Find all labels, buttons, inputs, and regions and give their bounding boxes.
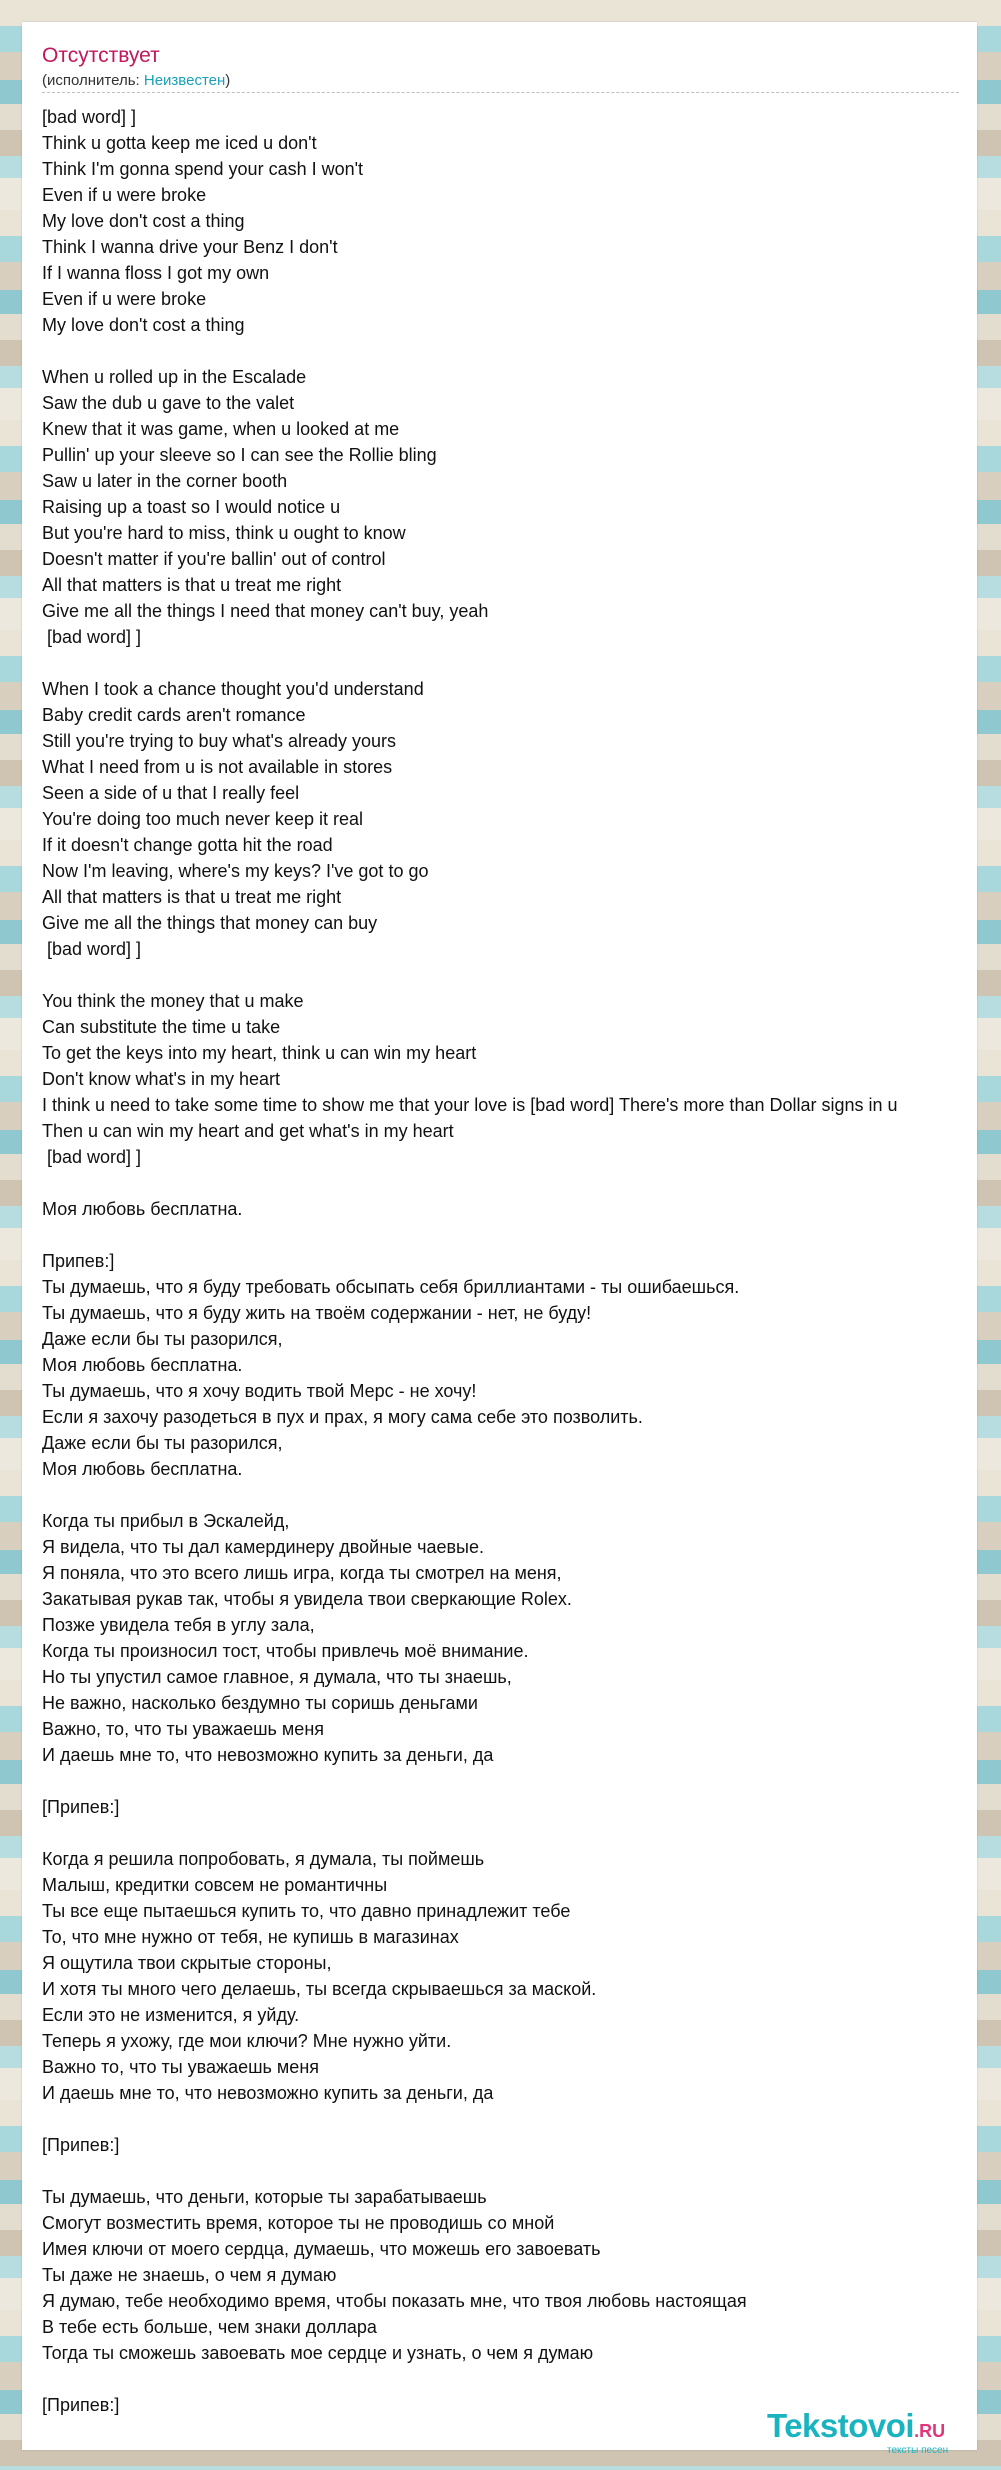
lyric-line: Can substitute the time u take xyxy=(42,1017,281,1037)
lyric-line: But you're hard to miss, think u ought to know xyxy=(42,523,406,543)
lyric-line: Смогут возместить время, которое ты не проводишь со мной xyxy=(42,2213,555,2233)
lyric-line: Моя любовь бесплатна. xyxy=(42,1355,243,1375)
lyric-line: [Припев:] xyxy=(42,2135,120,2155)
lyrics-text xyxy=(42,104,898,2418)
lyric-line xyxy=(42,1222,898,1248)
lyric-line: [bad word] ] xyxy=(42,627,142,647)
lyric-line: Doesn't matter if you're ballin' out of control xyxy=(42,549,386,569)
lyric-line xyxy=(42,962,898,988)
lyric-line: When u rolled up in the Escalade xyxy=(42,367,307,387)
lyric-line: Pullin' up your sleeve so I can see the Rollie bling xyxy=(42,445,437,465)
lyric-line: Важно, то, что ты уважаешь меня xyxy=(42,1719,325,1739)
lyric-line: My love don't cost a thing xyxy=(42,315,245,335)
lyric-line: Ты думаешь, что я хочу водить твой Мерс - не хочу! xyxy=(42,1381,477,1401)
logo-text: Tekstovoi xyxy=(767,2407,915,2444)
lyric-line xyxy=(42,2158,898,2184)
lyric-line: Ты все еще пытаешься купить то, что давно принадлежит тебе xyxy=(42,1901,571,1921)
lyric-line: Когда ты произносил тост, чтобы привлечь моё внимание. xyxy=(42,1641,529,1661)
lyric-line: Give me all the things I need that money can't buy, yeah xyxy=(42,601,489,621)
lyrics-card xyxy=(22,22,977,2456)
lyric-line: Малыш, кредитки совсем не романтичны xyxy=(42,1875,388,1895)
lyric-line: Ты думаешь, что я буду требовать обсыпать себя бриллиантами - ты ошибаешься. xyxy=(42,1277,740,1297)
lyric-line: When I took a chance thought you'd understand xyxy=(42,679,424,699)
lyric-line xyxy=(42,1482,898,1508)
lyric-line: Now I'm leaving, where's my keys? I've got to go xyxy=(42,861,429,881)
artist-suffix: ) xyxy=(225,72,231,89)
lyric-line: [Припев:] xyxy=(42,2395,120,2415)
artist-link[interactable]: Неизвестен xyxy=(143,72,226,89)
lyric-line: Seen a side of u that I really feel xyxy=(42,783,300,803)
lyric-line: Теперь я ухожу, где мои ключи? Мне нужно уйти. xyxy=(42,2031,452,2051)
lyric-line: Even if u were broke xyxy=(42,185,207,205)
lyric-line: Don't know what's in my heart xyxy=(42,1069,280,1089)
lyric-line: Baby credit cards aren't romance xyxy=(42,705,306,725)
lyric-line: Даже если бы ты разорился, xyxy=(42,1329,283,1349)
lyric-line: [bad word] ] xyxy=(42,107,137,127)
lyric-line: Но ты упустил самое главное, я думала, что ты знаешь, xyxy=(42,1667,512,1687)
lyric-line: Я думаю, тебе необходимо время, чтобы показать мне, что твоя любовь настоящая xyxy=(42,2291,747,2311)
lyric-line: Think I'm gonna spend your cash I won't xyxy=(42,159,364,179)
lyric-line: You're doing too much never keep it real xyxy=(42,809,363,829)
lyric-line xyxy=(42,2106,898,2132)
lyric-line: Припев:] xyxy=(42,1251,115,1271)
lyric-line: Knew that it was game, when u looked at me xyxy=(42,419,400,439)
lyric-line: My love don't cost a thing xyxy=(42,211,245,231)
lyric-line xyxy=(42,650,898,676)
lyric-line: Ты думаешь, что я буду жить на твоём содержании - нет, не буду! xyxy=(42,1303,592,1323)
lyric-line: Я ощутила твои скрытые стороны, xyxy=(42,1953,332,1973)
lyric-line: Give me all the things that money can buy xyxy=(42,913,378,933)
lyric-line: Я поняла, что это всего лишь игра, когда ты смотрел на меня, xyxy=(42,1563,562,1583)
logo-subtitle: тексты песен xyxy=(887,2445,949,2456)
lyric-line xyxy=(42,338,898,364)
lyric-line: Если я захочу разодеться в пух и прах, я могу сама себе это позволить. xyxy=(42,1407,643,1427)
lyric-line: Then u can win my heart and get what's in my heart xyxy=(42,1121,454,1141)
lyric-line: Когда ты прибыл в Эскалейд, xyxy=(42,1511,290,1531)
lyric-line: Когда я решила попробовать, я думала, ты поймешь xyxy=(42,1849,485,1869)
lyric-line: То, что мне нужно от тебя, не купишь в магазинах xyxy=(42,1927,459,1947)
lyric-line: All that matters is that u treat me right xyxy=(42,887,342,907)
lyric-line: To get the keys into my heart, think u can win my heart xyxy=(42,1043,477,1063)
lyric-line: Даже если бы ты разорился, xyxy=(42,1433,283,1453)
lyric-line: Raising up a toast so I would notice u xyxy=(42,497,341,517)
lyric-line: Моя любовь бесплатна. xyxy=(42,1199,243,1219)
lyric-line: All that matters is that u treat me right xyxy=(42,575,342,595)
lyric-line: Ты думаешь, что деньги, которые ты зарабатываешь xyxy=(42,2187,487,2207)
lyric-line: You think the money that u make xyxy=(42,991,304,1011)
artist-prefix: (исполнитель: xyxy=(42,72,144,89)
lyric-line: Моя любовь бесплатна. xyxy=(42,1459,243,1479)
lyric-line: Позже увидела тебя в углу зала, xyxy=(42,1615,315,1635)
lyric-line: I think u need to take some time to show me that your love is [bad word] There's more than Dollar signs in u xyxy=(42,1095,898,1115)
logo-suffix: .RU xyxy=(914,2421,946,2441)
title-divider xyxy=(42,92,959,93)
lyric-line: Think u gotta keep me iced u don't xyxy=(42,133,317,153)
lyric-line: Even if u were broke xyxy=(42,289,207,309)
lyric-line: Закатывая рукав так, чтобы я увидела твои сверкающие Rolex. xyxy=(42,1589,572,1609)
lyric-line: И хотя ты много чего делаешь, ты всегда скрываешься за маской. xyxy=(42,1979,597,1999)
lyric-line: [Припев:] xyxy=(42,1797,120,1817)
lyric-line: Имея ключи от моего сердца, думаешь, что можешь его завоевать xyxy=(42,2239,601,2259)
lyric-line: Тогда ты сможешь завоевать мое сердце и узнать, о чем я думаю xyxy=(42,2343,594,2363)
lyric-line xyxy=(42,1170,898,1196)
lyric-line: Важно то, что ты уважаешь меня xyxy=(42,2057,320,2077)
lyric-line: В тебе есть больше, чем знаки доллара xyxy=(42,2317,377,2337)
lyric-line: [bad word] ] xyxy=(42,939,142,959)
lyric-line: Ты даже не знаешь, о чем я думаю xyxy=(42,2265,337,2285)
lyric-line: Saw u later in the corner booth xyxy=(42,471,288,491)
lyric-line: [bad word] ] xyxy=(42,1147,142,1167)
lyric-line: Я видела, что ты дал камердинеру двойные чаевые. xyxy=(42,1537,484,1557)
lyric-line xyxy=(42,2366,898,2392)
lyric-line: Не важно, насколько бездумно ты соришь деньгами xyxy=(42,1693,478,1713)
lyric-line xyxy=(42,1768,898,1794)
lyric-line: И даешь мне то, что невозможно купить за деньги, да xyxy=(42,2083,494,2103)
site-logo[interactable] xyxy=(767,2407,949,2456)
lyric-line: If it doesn't change gotta hit the road xyxy=(42,835,333,855)
artist-line xyxy=(42,72,230,89)
lyric-line: Если это не изменится, я уйду. xyxy=(42,2005,300,2025)
lyric-line: If I wanna floss I got my own xyxy=(42,263,270,283)
lyric-line: Still you're trying to buy what's already yours xyxy=(42,731,397,751)
lyric-line xyxy=(42,1820,898,1846)
song-title: Отсутствует xyxy=(42,44,160,67)
lyric-line: И даешь мне то, что невозможно купить за деньги, да xyxy=(42,1745,494,1765)
lyric-line: Think I wanna drive your Benz I don't xyxy=(42,237,338,257)
lyric-line: Saw the dub u gave to the valet xyxy=(42,393,295,413)
lyric-line: What I need from u is not available in stores xyxy=(42,757,393,777)
